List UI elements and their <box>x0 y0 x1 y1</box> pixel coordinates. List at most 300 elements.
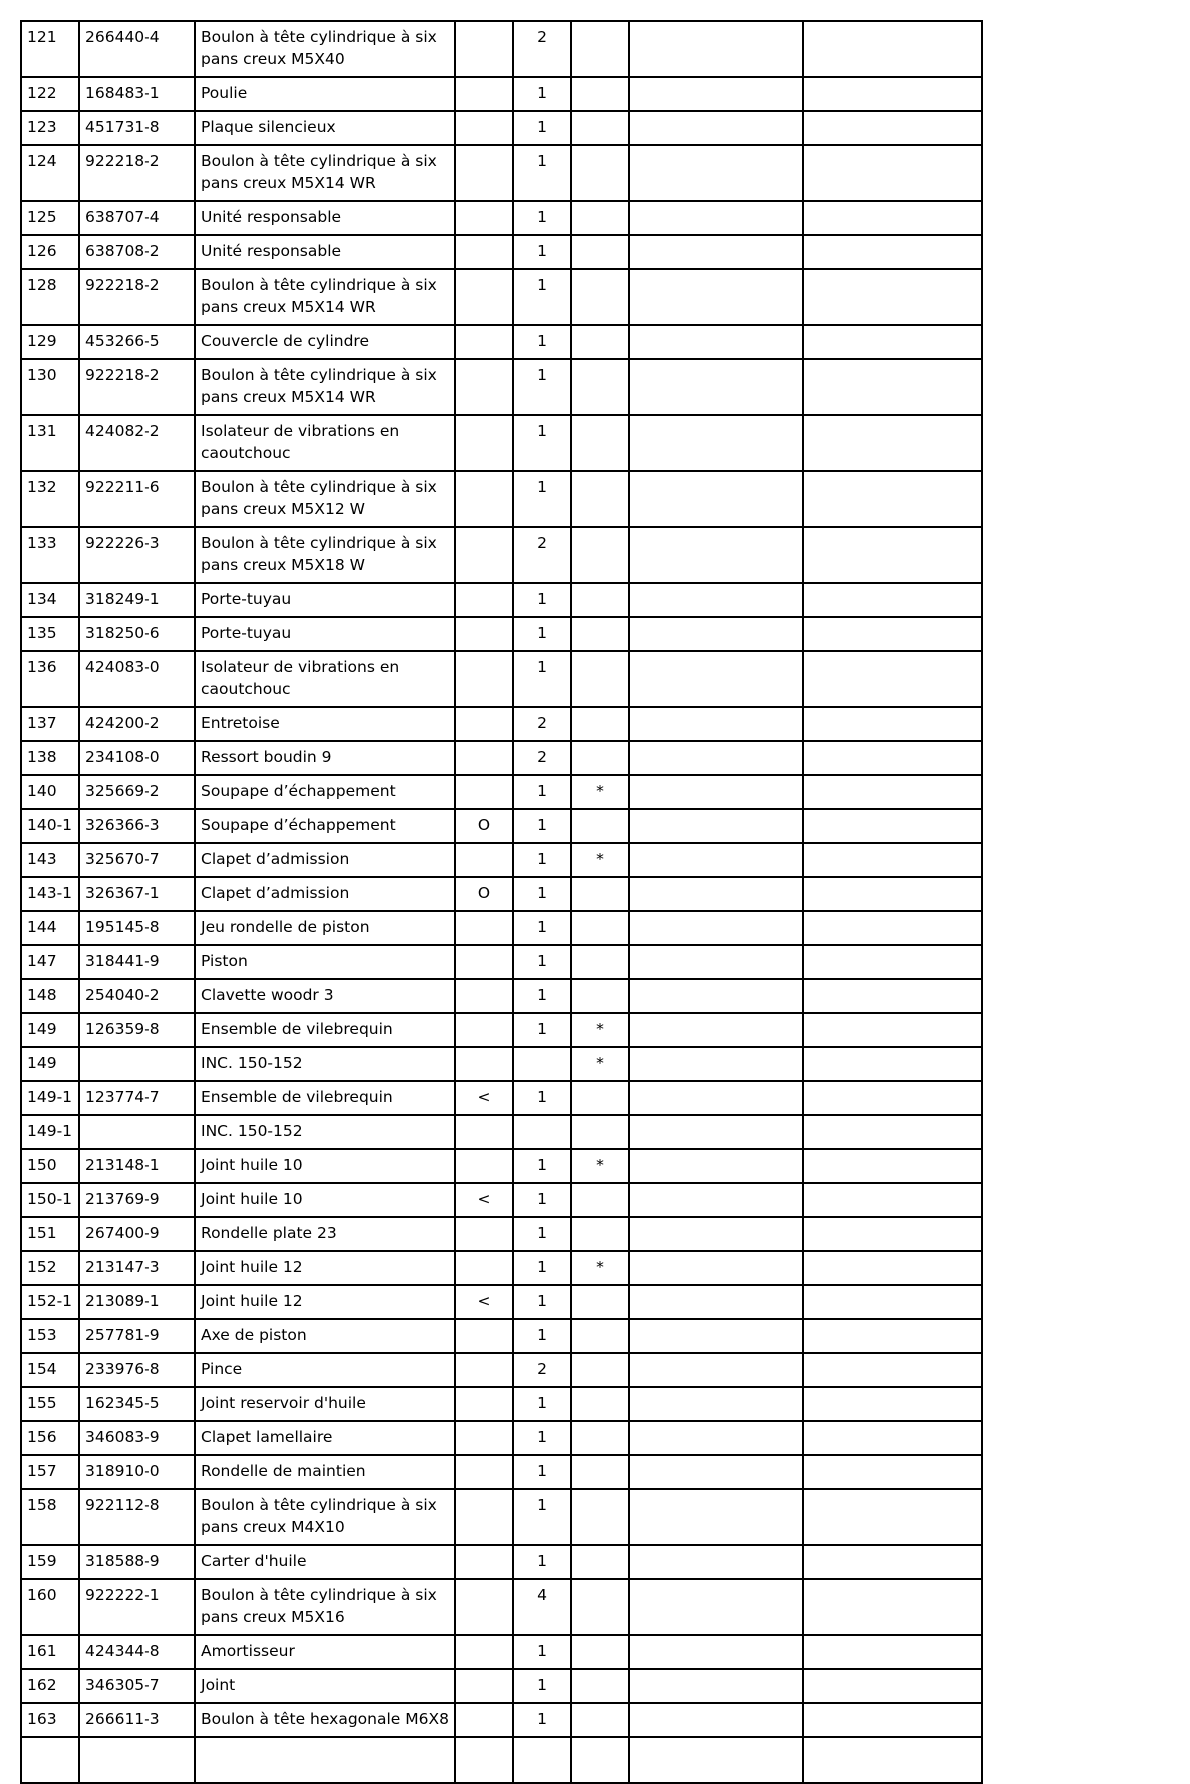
quantity-cell: 1 <box>513 111 571 145</box>
marker-cell <box>455 471 513 527</box>
blank-cell <box>803 21 982 77</box>
blank-cell <box>629 583 803 617</box>
description-cell: Boulon à tête cylindrique à six pans creux M5X14 WR <box>195 145 455 201</box>
parts-table-body <box>21 21 982 1783</box>
part-number-cell: 325669-2 <box>79 775 195 809</box>
blank-cell <box>629 21 803 77</box>
blank-cell <box>803 1353 982 1387</box>
blank-cell <box>803 235 982 269</box>
item-number-cell: 123 <box>21 111 79 145</box>
description-cell: Clapet lamellaire <box>195 1421 455 1455</box>
description-cell: Poulie <box>195 77 455 111</box>
description-cell: Carter d'huile <box>195 1545 455 1579</box>
marker-cell <box>455 617 513 651</box>
table-row <box>21 741 982 775</box>
blank-cell <box>629 527 803 583</box>
description-cell: Clavette woodr 3 <box>195 979 455 1013</box>
marker-cell <box>455 1217 513 1251</box>
description-cell: Jeu rondelle de piston <box>195 911 455 945</box>
marker-cell <box>455 651 513 707</box>
quantity-cell: 1 <box>513 235 571 269</box>
blank-cell <box>629 1081 803 1115</box>
quantity-cell: 4 <box>513 1579 571 1635</box>
note-flag-cell <box>571 1669 629 1703</box>
part-number-cell: 922218-2 <box>79 359 195 415</box>
description-cell: Joint reservoir d'huile <box>195 1387 455 1421</box>
note-flag-cell <box>571 415 629 471</box>
table-row <box>21 945 982 979</box>
blank-cell <box>803 415 982 471</box>
quantity-cell <box>513 1737 571 1783</box>
blank-cell <box>803 1635 982 1669</box>
blank-cell <box>803 809 982 843</box>
note-flag-cell <box>571 145 629 201</box>
quantity-cell: 1 <box>513 145 571 201</box>
item-number-cell: 124 <box>21 145 79 201</box>
blank-cell <box>629 741 803 775</box>
item-number-cell: 157 <box>21 1455 79 1489</box>
table-row <box>21 269 982 325</box>
blank-cell <box>803 527 982 583</box>
item-number-cell: 151 <box>21 1217 79 1251</box>
marker-cell <box>455 1149 513 1183</box>
table-row <box>21 1421 982 1455</box>
description-cell: Clapet d’admission <box>195 877 455 911</box>
marker-cell <box>455 843 513 877</box>
note-flag-cell <box>571 1387 629 1421</box>
item-number-cell: 121 <box>21 21 79 77</box>
blank-cell <box>803 843 982 877</box>
note-flag-cell <box>571 1319 629 1353</box>
item-number-cell: 150-1 <box>21 1183 79 1217</box>
description-cell: Soupape d’échappement <box>195 775 455 809</box>
blank-cell <box>803 1149 982 1183</box>
item-number-cell: 134 <box>21 583 79 617</box>
blank-cell <box>629 1149 803 1183</box>
blank-cell <box>803 1081 982 1115</box>
quantity-cell: 1 <box>513 911 571 945</box>
quantity-cell: 1 <box>513 1545 571 1579</box>
marker-cell <box>455 269 513 325</box>
marker-cell <box>455 583 513 617</box>
blank-cell <box>803 1545 982 1579</box>
part-number-cell: 424344-8 <box>79 1635 195 1669</box>
blank-cell <box>803 707 982 741</box>
note-flag-cell <box>571 1421 629 1455</box>
table-row <box>21 77 982 111</box>
item-number-cell: 126 <box>21 235 79 269</box>
blank-cell <box>803 651 982 707</box>
description-cell: Couvercle de cylindre <box>195 325 455 359</box>
marker-cell <box>455 1545 513 1579</box>
blank-cell <box>629 325 803 359</box>
table-row <box>21 1183 982 1217</box>
quantity-cell: 1 <box>513 269 571 325</box>
description-cell: INC. 150-152 <box>195 1115 455 1149</box>
description-cell: Rondelle plate 23 <box>195 1217 455 1251</box>
blank-cell <box>629 1703 803 1737</box>
blank-cell <box>629 1047 803 1081</box>
blank-cell <box>629 1579 803 1635</box>
part-number-cell: 326367-1 <box>79 877 195 911</box>
description-cell: Boulon à tête cylindrique à six pans creux M5X18 W <box>195 527 455 583</box>
marker-cell <box>455 707 513 741</box>
part-number-cell: 326366-3 <box>79 809 195 843</box>
table-row <box>21 1579 982 1635</box>
part-number-cell <box>79 1115 195 1149</box>
blank-cell <box>629 1635 803 1669</box>
description-cell: Entretoise <box>195 707 455 741</box>
marker-cell <box>455 1703 513 1737</box>
blank-cell <box>803 1115 982 1149</box>
note-flag-cell <box>571 1737 629 1783</box>
part-number-cell: 257781-9 <box>79 1319 195 1353</box>
marker-cell <box>455 111 513 145</box>
part-number-cell: 922226-3 <box>79 527 195 583</box>
quantity-cell: 1 <box>513 1319 571 1353</box>
blank-cell <box>803 617 982 651</box>
blank-cell <box>629 1013 803 1047</box>
table-row <box>21 809 982 843</box>
table-row <box>21 583 982 617</box>
description-cell: Piston <box>195 945 455 979</box>
description-cell: Soupape d’échappement <box>195 809 455 843</box>
item-number-cell: 149 <box>21 1013 79 1047</box>
item-number-cell: 147 <box>21 945 79 979</box>
marker-cell <box>455 775 513 809</box>
part-number-cell: 195145-8 <box>79 911 195 945</box>
quantity-cell: 1 <box>513 877 571 911</box>
table-row <box>21 145 982 201</box>
item-number-cell: 158 <box>21 1489 79 1545</box>
item-number-cell: 129 <box>21 325 79 359</box>
table-row <box>21 527 982 583</box>
blank-cell <box>803 111 982 145</box>
table-row <box>21 979 982 1013</box>
table-row <box>21 1081 982 1115</box>
blank-cell <box>803 911 982 945</box>
note-flag-cell <box>571 77 629 111</box>
table-row <box>21 617 982 651</box>
table-row <box>21 911 982 945</box>
blank-cell <box>629 77 803 111</box>
description-cell: Boulon à tête cylindrique à six pans creux M5X40 <box>195 21 455 77</box>
table-row <box>21 1545 982 1579</box>
blank-cell <box>803 877 982 911</box>
description-cell: Boulon à tête cylindrique à six pans creux M5X16 <box>195 1579 455 1635</box>
blank-cell <box>803 359 982 415</box>
quantity-cell: 1 <box>513 979 571 1013</box>
table-row <box>21 201 982 235</box>
quantity-cell: 1 <box>513 945 571 979</box>
quantity-cell: 2 <box>513 527 571 583</box>
description-cell: Porte-tuyau <box>195 583 455 617</box>
description-cell: Porte-tuyau <box>195 617 455 651</box>
quantity-cell: 1 <box>513 617 571 651</box>
blank-cell <box>629 201 803 235</box>
blank-cell <box>629 877 803 911</box>
description-cell: INC. 150-152 <box>195 1047 455 1081</box>
part-number-cell: 318910-0 <box>79 1455 195 1489</box>
blank-cell <box>629 1387 803 1421</box>
item-number-cell <box>21 1737 79 1783</box>
note-flag-cell: * <box>571 1047 629 1081</box>
blank-cell <box>629 1545 803 1579</box>
description-cell: Axe de piston <box>195 1319 455 1353</box>
parts-table <box>20 20 983 1784</box>
quantity-cell: 1 <box>513 359 571 415</box>
quantity-cell: 1 <box>513 325 571 359</box>
blank-cell <box>629 1115 803 1149</box>
quantity-cell: 1 <box>513 1455 571 1489</box>
marker-cell <box>455 1489 513 1545</box>
item-number-cell: 138 <box>21 741 79 775</box>
item-number-cell: 161 <box>21 1635 79 1669</box>
description-cell: Rondelle de maintien <box>195 1455 455 1489</box>
item-number-cell: 133 <box>21 527 79 583</box>
item-number-cell: 149-1 <box>21 1115 79 1149</box>
table-row <box>21 1285 982 1319</box>
item-number-cell: 144 <box>21 911 79 945</box>
quantity-cell: 1 <box>513 1703 571 1737</box>
part-number-cell: 213769-9 <box>79 1183 195 1217</box>
note-flag-cell <box>571 269 629 325</box>
blank-cell <box>629 809 803 843</box>
marker-cell <box>455 235 513 269</box>
quantity-cell: 1 <box>513 775 571 809</box>
part-number-cell: 126359-8 <box>79 1013 195 1047</box>
note-flag-cell: * <box>571 1013 629 1047</box>
quantity-cell: 1 <box>513 583 571 617</box>
blank-cell <box>629 617 803 651</box>
blank-cell <box>803 1421 982 1455</box>
part-number-cell: 254040-2 <box>79 979 195 1013</box>
table-row <box>21 1149 982 1183</box>
description-cell: Unité responsable <box>195 235 455 269</box>
quantity-cell: 1 <box>513 201 571 235</box>
table-row <box>21 1013 982 1047</box>
blank-cell <box>803 1737 982 1783</box>
marker-cell <box>455 741 513 775</box>
quantity-cell: 1 <box>513 1251 571 1285</box>
quantity-cell: 1 <box>513 809 571 843</box>
quantity-cell: 1 <box>513 1669 571 1703</box>
note-flag-cell <box>571 707 629 741</box>
quantity-cell: 1 <box>513 1217 571 1251</box>
table-row <box>21 707 982 741</box>
blank-cell <box>803 1455 982 1489</box>
table-row <box>21 877 982 911</box>
blank-cell <box>629 415 803 471</box>
blank-cell <box>803 1703 982 1737</box>
table-row <box>21 471 982 527</box>
blank-cell <box>629 1183 803 1217</box>
blank-cell <box>629 1217 803 1251</box>
quantity-cell: 2 <box>513 707 571 741</box>
blank-cell <box>803 1319 982 1353</box>
item-number-cell: 130 <box>21 359 79 415</box>
description-cell: Joint huile 10 <box>195 1149 455 1183</box>
part-number-cell: 922222-1 <box>79 1579 195 1635</box>
blank-cell <box>803 77 982 111</box>
part-number-cell <box>79 1047 195 1081</box>
part-number-cell: 318441-9 <box>79 945 195 979</box>
item-number-cell: 162 <box>21 1669 79 1703</box>
marker-cell: O <box>455 809 513 843</box>
part-number-cell: 922218-2 <box>79 145 195 201</box>
marker-cell <box>455 325 513 359</box>
quantity-cell: 1 <box>513 1285 571 1319</box>
blank-cell <box>629 911 803 945</box>
quantity-cell: 2 <box>513 741 571 775</box>
part-number-cell: 168483-1 <box>79 77 195 111</box>
blank-cell <box>629 651 803 707</box>
blank-cell <box>629 1319 803 1353</box>
note-flag-cell <box>571 325 629 359</box>
table-row <box>21 1703 982 1737</box>
table-row <box>21 1319 982 1353</box>
table-row <box>21 111 982 145</box>
description-cell: Clapet d’admission <box>195 843 455 877</box>
table-row <box>21 21 982 77</box>
blank-cell <box>629 979 803 1013</box>
note-flag-cell: * <box>571 1149 629 1183</box>
part-number-cell: 424082-2 <box>79 415 195 471</box>
description-cell: Joint <box>195 1669 455 1703</box>
blank-cell <box>629 843 803 877</box>
item-number-cell: 143-1 <box>21 877 79 911</box>
item-number-cell: 143 <box>21 843 79 877</box>
part-number-cell: 424200-2 <box>79 707 195 741</box>
blank-cell <box>629 1353 803 1387</box>
table-row <box>21 1635 982 1669</box>
blank-cell <box>629 111 803 145</box>
marker-cell <box>455 1387 513 1421</box>
note-flag-cell <box>571 1115 629 1149</box>
item-number-cell: 131 <box>21 415 79 471</box>
part-number-cell: 213089-1 <box>79 1285 195 1319</box>
blank-cell <box>629 1669 803 1703</box>
item-number-cell: 140-1 <box>21 809 79 843</box>
marker-cell <box>455 1047 513 1081</box>
item-number-cell: 153 <box>21 1319 79 1353</box>
note-flag-cell <box>571 911 629 945</box>
marker-cell <box>455 1635 513 1669</box>
note-flag-cell <box>571 1285 629 1319</box>
note-flag-cell <box>571 651 629 707</box>
part-number-cell: 233976-8 <box>79 1353 195 1387</box>
blank-cell <box>629 235 803 269</box>
note-flag-cell: * <box>571 775 629 809</box>
table-row <box>21 359 982 415</box>
marker-cell <box>455 911 513 945</box>
note-flag-cell <box>571 527 629 583</box>
note-flag-cell <box>571 617 629 651</box>
description-cell: Unité responsable <box>195 201 455 235</box>
note-flag-cell <box>571 1579 629 1635</box>
part-number-cell: 922218-2 <box>79 269 195 325</box>
blank-cell <box>629 707 803 741</box>
blank-cell <box>803 1489 982 1545</box>
table-row <box>21 325 982 359</box>
blank-cell <box>629 145 803 201</box>
quantity-cell: 1 <box>513 415 571 471</box>
marker-cell <box>455 1013 513 1047</box>
note-flag-cell: * <box>571 1251 629 1285</box>
item-number-cell: 148 <box>21 979 79 1013</box>
marker-cell: O <box>455 877 513 911</box>
marker-cell <box>455 979 513 1013</box>
table-row <box>21 651 982 707</box>
part-number-cell: 346305-7 <box>79 1669 195 1703</box>
description-cell: Ressort boudin 9 <box>195 741 455 775</box>
part-number-cell: 424083-0 <box>79 651 195 707</box>
part-number-cell <box>79 1737 195 1783</box>
marker-cell <box>455 1251 513 1285</box>
table-row <box>21 1455 982 1489</box>
blank-cell <box>803 775 982 809</box>
blank-cell <box>629 471 803 527</box>
marker-cell <box>455 1353 513 1387</box>
blank-cell <box>803 741 982 775</box>
item-number-cell: 137 <box>21 707 79 741</box>
item-number-cell: 150 <box>21 1149 79 1183</box>
table-row <box>21 775 982 809</box>
part-number-cell: 318250-6 <box>79 617 195 651</box>
item-number-cell: 140 <box>21 775 79 809</box>
note-flag-cell <box>571 1081 629 1115</box>
description-cell: Plaque silencieux <box>195 111 455 145</box>
marker-cell <box>455 945 513 979</box>
table-row <box>21 1047 982 1081</box>
blank-cell <box>629 1285 803 1319</box>
blank-cell <box>803 1047 982 1081</box>
part-number-cell: 162345-5 <box>79 1387 195 1421</box>
note-flag-cell <box>571 583 629 617</box>
blank-cell <box>629 1455 803 1489</box>
note-flag-cell <box>571 1703 629 1737</box>
item-number-cell: 136 <box>21 651 79 707</box>
blank-cell <box>803 201 982 235</box>
description-cell: Boulon à tête cylindrique à six pans creux M5X12 W <box>195 471 455 527</box>
description-cell: Boulon à tête cylindrique à six pans creux M5X14 WR <box>195 359 455 415</box>
marker-cell <box>455 145 513 201</box>
part-number-cell: 325670-7 <box>79 843 195 877</box>
quantity-cell: 1 <box>513 1081 571 1115</box>
description-cell: Joint huile 12 <box>195 1251 455 1285</box>
note-flag-cell <box>571 359 629 415</box>
marker-cell: < <box>455 1081 513 1115</box>
part-number-cell: 453266-5 <box>79 325 195 359</box>
quantity-cell <box>513 1115 571 1149</box>
item-number-cell: 159 <box>21 1545 79 1579</box>
description-cell: Boulon à tête cylindrique à six pans creux M4X10 <box>195 1489 455 1545</box>
note-flag-cell <box>571 1455 629 1489</box>
note-flag-cell <box>571 235 629 269</box>
blank-cell <box>629 269 803 325</box>
blank-cell <box>803 583 982 617</box>
description-cell: Joint huile 12 <box>195 1285 455 1319</box>
table-row <box>21 1669 982 1703</box>
item-number-cell: 125 <box>21 201 79 235</box>
description-cell <box>195 1737 455 1783</box>
quantity-cell: 1 <box>513 1635 571 1669</box>
blank-cell <box>629 1251 803 1285</box>
item-number-cell: 154 <box>21 1353 79 1387</box>
table-row <box>21 415 982 471</box>
marker-cell <box>455 415 513 471</box>
table-row <box>21 1353 982 1387</box>
